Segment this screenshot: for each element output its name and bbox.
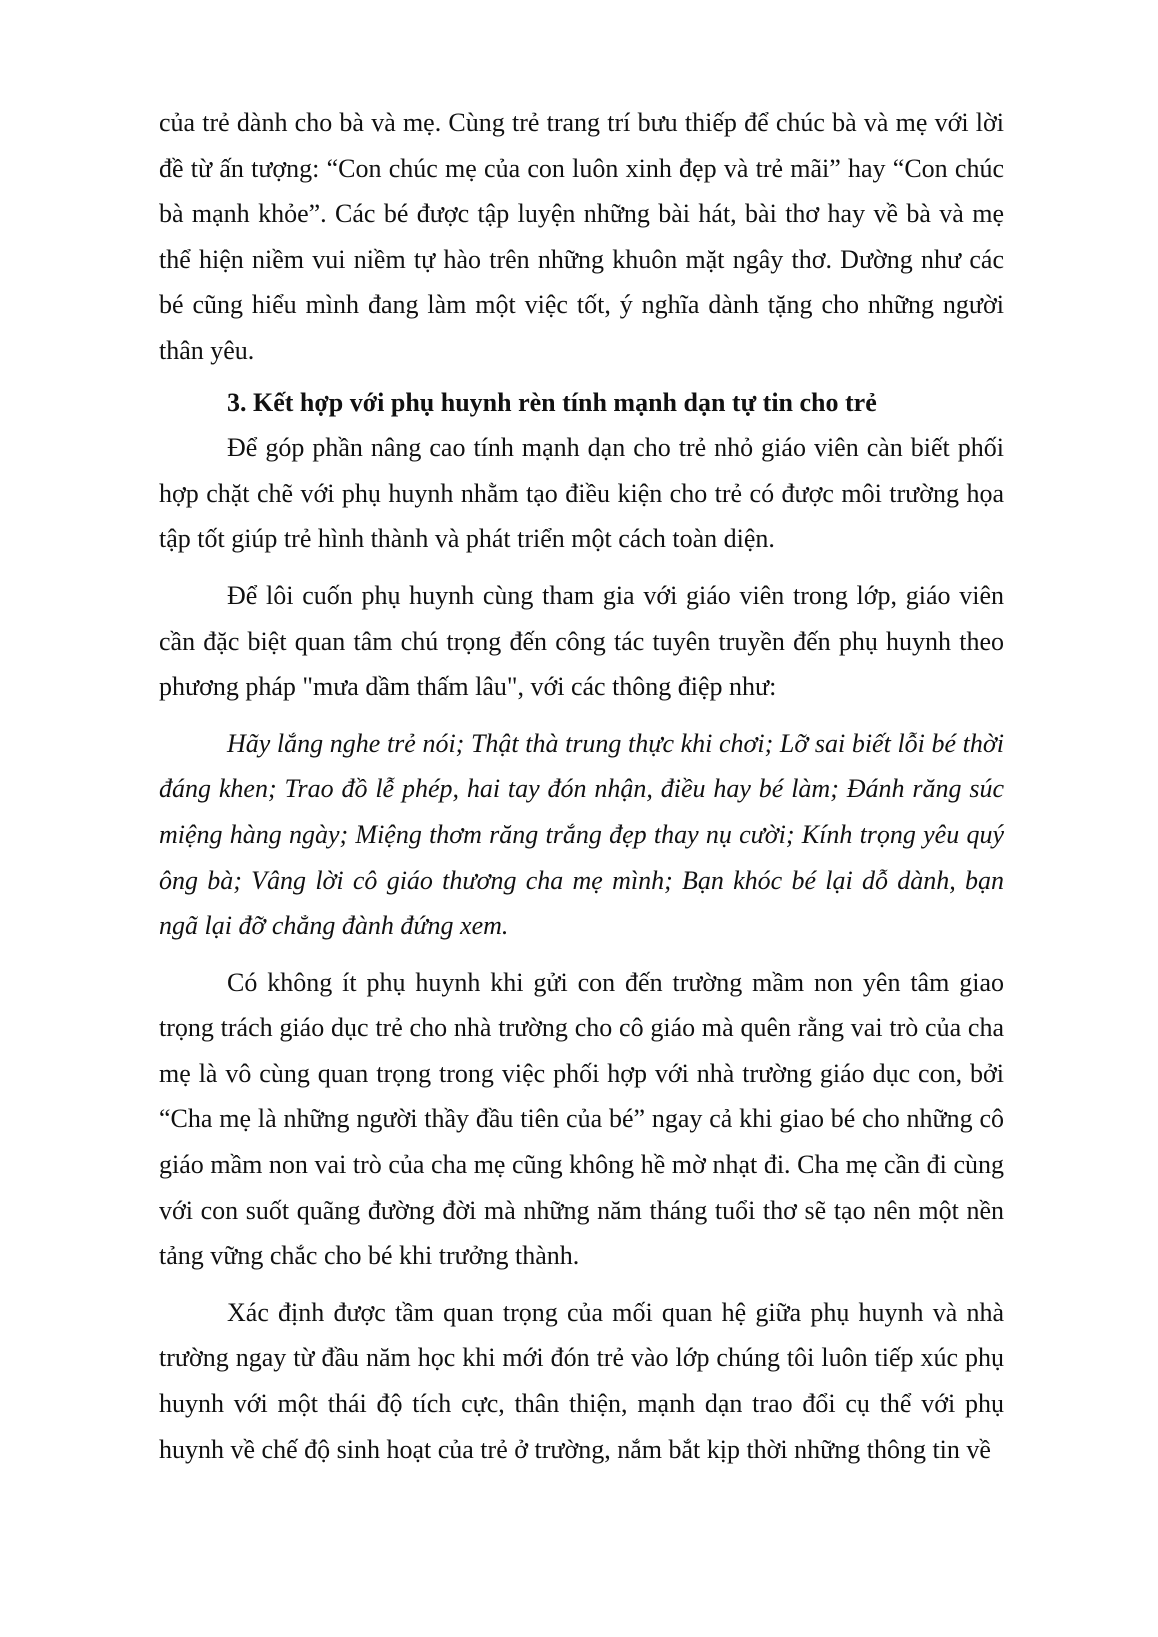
paragraph-1: của trẻ dành cho bà và mẹ. Cùng trẻ trang trí bưu thiếp để chúc bà và mẹ với lời đề từ ấn tượng: “Con chúc mẹ của con luôn xinh đẹp và trẻ mãi” hay “Con chúc bà mạnh khỏe”. Các bé được tập luyện những bài hát, bài thơ hay về bà và mẹ thể hiện niềm vui niềm tự hào trên những khuôn mặt ngây thơ. Dường như các bé cũng hiểu mình đang làm một việc tốt, ý nghĩa dành tặng cho những người thân yêu.	[159, 108, 1004, 365]
paragraph-5-part-a: Có không ít phụ huynh khi gửi con đến trường mầm non yên tâm giao trọng trách giáo dục trẻ cho nhà trường cho cô giáo mà quên rằng vai trò của cha mẹ là vô cùng quan trọng trong việc phối hợp với nhà trường giáo dục con, bởi	[159, 967, 1004, 1088]
paragraph-6: Xác định được tầm quan trọng của mối quan hệ giữa phụ huynh và nhà trường ngay từ đầu năm học khi mới đón trẻ vào lớp chúng tôi luôn tiếp xúc phụ huynh với một thái độ tích cực, thân thiện, mạnh dạn trao đổi cụ thể với phụ huynh về chế độ sinh hoạt của trẻ ở trường, nắm bắt kịp thời những thông tin về	[159, 1297, 1004, 1464]
paragraph-3: Để lôi cuốn phụ huynh cùng tham gia với giáo viên trong lớp, giáo viên cần đặc biệt quan tâm chú trọng đến công tác tuyên truyền đến phụ huynh theo phương pháp "mưa dầm thấm lâu", với các thông điệp như:	[159, 580, 1004, 702]
paragraph-5-quote: “Cha mẹ là những người thầy đầu tiên của bé”	[159, 1104, 646, 1134]
paragraph-5	[159, 960, 1004, 1279]
paragraph-messages: Hãy lắng nghe trẻ nói; Thật thà trung thực khi chơi; Lỡ sai biết lỗi bé thời đáng khen; Trao đồ lễ phép, hai tay đón nhận, điều hay bé làm; Đánh răng súc miệng hàng ngày; Miệng thơm răng trắng đẹp thay nụ cười; Kính trọng yêu quý ông bà; Vâng lời cô giáo thương cha mẹ mình; Bạn khóc bé lại dỗ dành, bạn ngã lại đỡ chẳng đành đứng xem.	[159, 728, 1004, 941]
paragraph-5-part-b: ngay cả khi giao bé cho những cô giáo mầm non vai trò của cha mẹ cũng không hề mờ nhạt đi. Cha mẹ cần đi cùng với con suốt quãng đường đời mà những năm tháng tuổi thơ sẽ tạo nên một nền tảng vững chắc cho bé khi trưởng thành.	[159, 1104, 1004, 1271]
paragraph-2: Để góp phần nâng cao tính mạnh dạn cho trẻ nhỏ giáo viên càn biết phối hợp chặt chẽ với phụ huynh nhằm tạo điều kiện cho trẻ có được môi trường họa tập tốt giúp trẻ hình thành và phát triển một cách toàn diện.	[159, 433, 1004, 554]
document-page	[159, 100, 1004, 1472]
section-heading: 3. Kết hợp với phụ huynh rèn tính mạnh dạn tự tin cho trẻ	[227, 387, 877, 417]
